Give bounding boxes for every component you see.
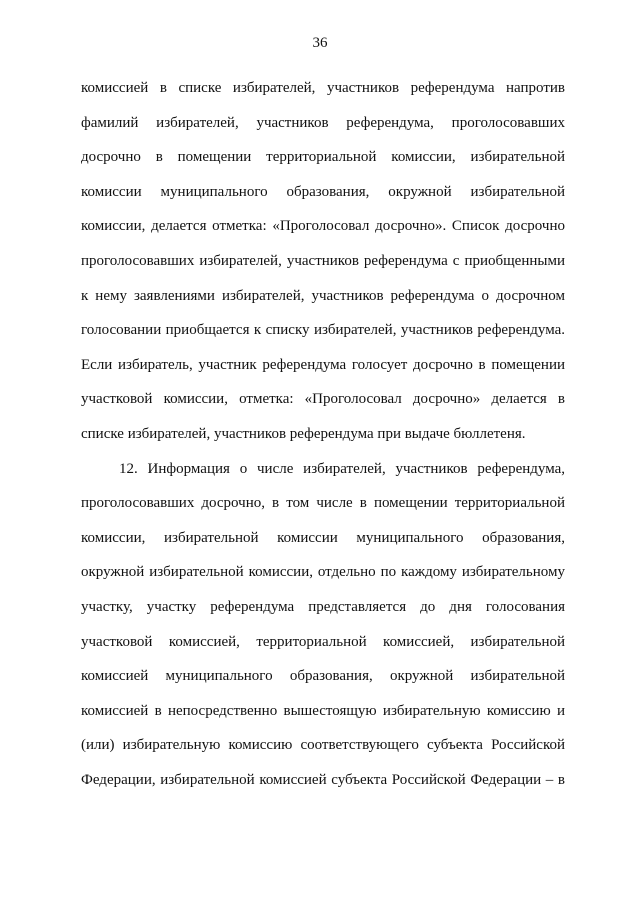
text-line: комиссией в непосредственно вышестоящую избирательную комиссию и [81,702,565,719]
text-line: комиссией в списке избирателей, участников референдума напротив [81,80,565,96]
text-line: Федерации, избирательной комиссией субъекта Российской Федерации – в [81,771,565,788]
text-line: 12. Информация о числе избирателей, участников референдума, [119,460,565,477]
text-line: к нему заявлениями избирателей, участников референдума о досрочном [81,287,565,304]
text-line: комиссии, избирательной комиссии муниципального образования, [81,529,565,546]
text-line: голосовании приобщается к списку избирателей, участников референдума. [81,322,565,339]
paragraph-continued [81,71,565,452]
text-line: досрочно в помещении территориальной комиссии, избирательной [81,149,565,166]
text-line: фамилий избирателей, участников референдума, проголосовавших [81,114,565,131]
document-body [81,71,565,797]
text-line: списке избирателей, участников референдума при выдаче бюллетеня. [81,425,526,442]
text-line: комиссии муниципального образования, окружной избирательной [81,183,565,200]
page-number: 36 [312,35,328,51]
text-line: (или) избирательную комиссию соответствующего субъекта Российской [81,737,565,754]
text-line: участковой комиссии, отметка: «Проголосовал досрочно» делается в [81,391,565,408]
text-line: Если избиратель, участник референдума голосует досрочно в помещении [81,356,565,373]
text-line: проголосовавших досрочно, в том числе в помещении территориальной [81,495,565,512]
paragraph-12 [81,452,565,798]
text-line: участку, участку референдума представляется до дня голосования [81,598,565,615]
text-line: окружной избирательной комиссии, отдельно по каждому избирательному [81,564,565,581]
text-line: проголосовавших избирателей, участников референдума с приобщенными [81,252,565,269]
text-line: комиссией муниципального образования, окружной избирательной [81,668,565,685]
text-line: участковой комиссией, территориальной комиссией, избирательной [81,633,565,650]
text-line: комиссии, делается отметка: «Проголосовал досрочно». Список досрочно [81,218,565,235]
